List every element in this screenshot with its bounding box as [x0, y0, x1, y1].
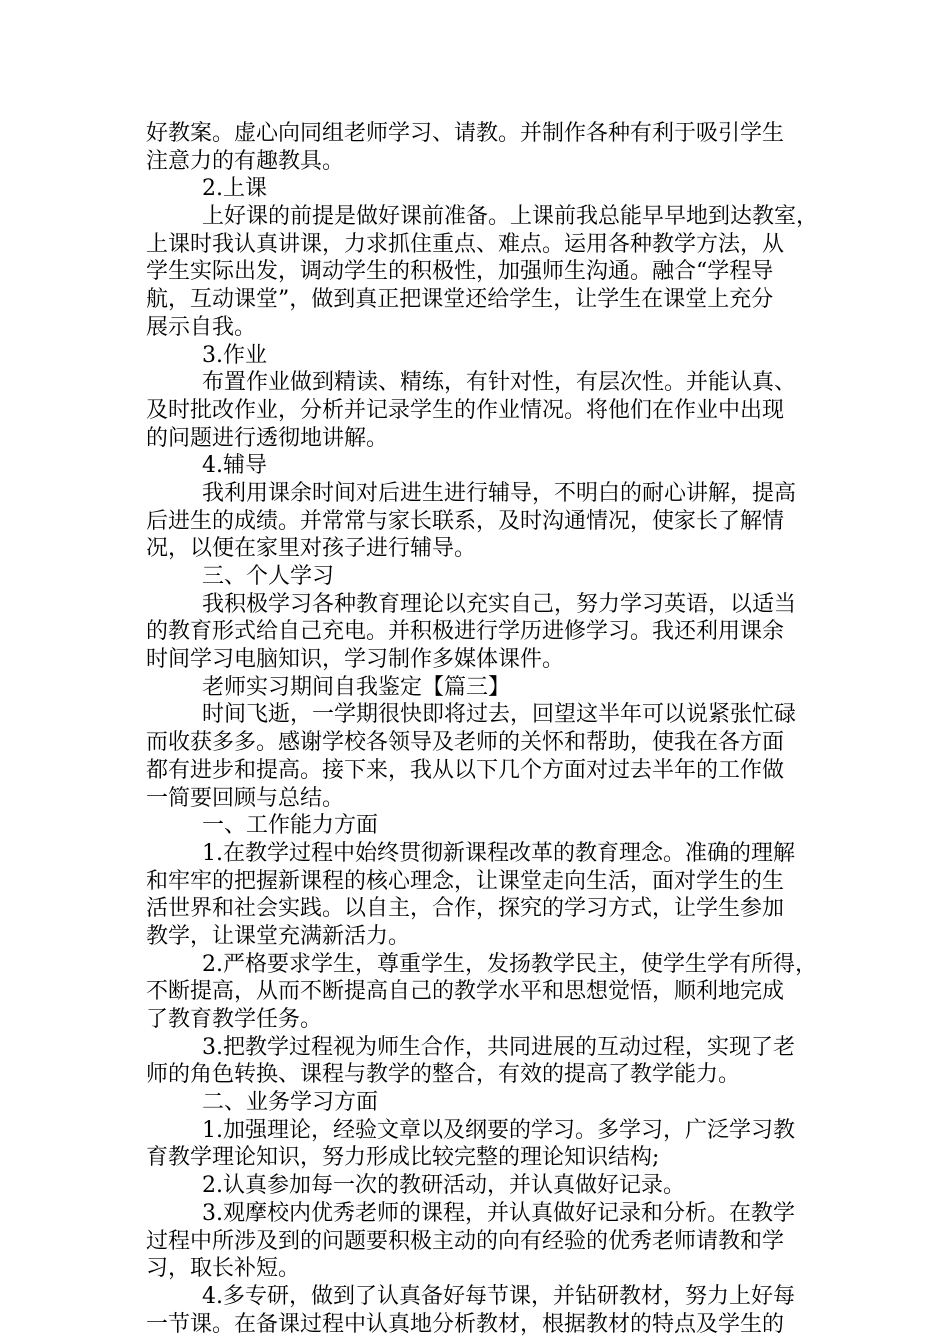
text-line: 3.作业 — [202, 342, 267, 368]
text-line: 老师实习期间自我鉴定【篇三】 — [202, 674, 511, 700]
text-line: 而收获多多。感谢学校各领导及老师的关怀和帮助，使我在各方面 — [146, 730, 785, 756]
text-line: 时间学习电脑知识，学习制作多媒体课件。 — [146, 647, 565, 673]
text-line: 航，互动课堂”，做到真正把课堂还给学生，让学生在课堂上充分 — [146, 287, 774, 313]
text-line: 和牢牢的把握新课程的核心理念，让课堂走向生活，面对学生的生 — [146, 868, 785, 894]
text-line: 2.上课 — [202, 176, 267, 202]
text-line: 习，取长补短。 — [146, 1256, 301, 1282]
text-line: 及时批改作业，分析并记录学生的作业情况。将他们在作业中出现 — [146, 397, 785, 423]
text-line: 一、工作能力方面 — [202, 813, 379, 839]
text-line: 三、个人学习 — [202, 564, 335, 589]
text-line: 2.严格要求学生，尊重学生，发扬教学民主，使学生学有所得， — [202, 951, 817, 977]
text-line: 一简要回顾与总结。 — [146, 785, 345, 811]
text-line: 上课时我认真讲课，力求抓住重点、难点。运用各种教学方法，从 — [146, 231, 785, 257]
text-line: 都有进步和提高。接下来，我从以下几个方面对过去半年的工作做 — [146, 757, 785, 783]
text-line: 学生实际出发，调动学生的积极性，加强师生沟通。融合“学程导 — [146, 259, 774, 285]
text-line: 二、业务学习方面 — [202, 1090, 379, 1116]
text-line: 育教学理论知识，努力形成比较完整的理论知识结构; — [146, 1145, 660, 1171]
text-line: 一节课。在备课过程中认真地分析教材，根据教材的特点及学生的 — [146, 1311, 785, 1337]
text-line: 4.多专研，做到了认真备好每节课，并钻研教材，努力上好每 — [202, 1283, 795, 1309]
text-line: 展示自我。 — [146, 314, 257, 340]
text-line: 2.认真参加每一次的教研活动，并认真做好记录。 — [202, 1173, 685, 1199]
text-line: 上好课的前提是做好课前准备。上课前我总能早早地到达教室， — [202, 204, 819, 230]
text-line: 3.观摩校内优秀老师的课程，并认真做好记录和分析。在教学 — [202, 1200, 795, 1226]
text-line: 过程中所涉及到的问题要积极主动的向有经验的优秀老师请教和学 — [146, 1228, 785, 1254]
text-line: 了教育教学任务。 — [146, 1007, 323, 1032]
text-line: 好教案。虚心向同组老师学习、请教。并制作各种有利于吸引学生 — [146, 121, 785, 146]
document-body — [146, 120, 819, 1338]
text-line: 活世界和社会实践。以自主，合作，探究的学习方式，让学生参加 — [146, 896, 785, 922]
text-line: 我利用课余时间对后进生进行辅导，不明白的耐心讲解，提高 — [202, 480, 797, 506]
text-line: 3.把教学过程视为师生合作，共同进展的互动过程，实现了老 — [202, 1034, 795, 1060]
text-line: 后进生的成绩。并常常与家长联系，及时沟通情况，使家长了解情 — [146, 508, 785, 534]
text-line: 教学，让课堂充满新活力。 — [146, 923, 411, 949]
text-line: 注意力的有趣教具。 — [146, 148, 345, 174]
text-line: 1.在教学过程中始终贯彻新课程改革的教育理念。准确的理解 — [202, 840, 795, 866]
text-line: 不断提高，从而不断提高自己的教学水平和思想觉悟，顺利地完成 — [146, 979, 785, 1005]
text-line: 我积极学习各种教育理论以充实自己，努力学习英语，以适当 — [202, 591, 797, 617]
text-line: 1.加强理论，经验文章以及纲要的学习。多学习，广泛学习教 — [202, 1117, 795, 1143]
text-line: 4.辅导 — [202, 453, 267, 479]
text-line: 师的角色转换、课程与教学的整合，有效的提高了教学能力。 — [146, 1062, 741, 1088]
text-line: 布置作业做到精读、精练，有针对性，有层次性。并能认真、 — [202, 370, 797, 396]
text-line: 时间飞逝，一学期很快即将过去，回望这半年可以说紧张忙碌 — [202, 702, 797, 728]
text-line: 的问题进行透彻地讲解。 — [146, 425, 389, 451]
text-line: 况，以便在家里对孩子进行辅导。 — [146, 536, 477, 562]
text-line: 的教育形式给自己充电。并积极进行学历进修学习。我还利用课余 — [146, 619, 785, 645]
